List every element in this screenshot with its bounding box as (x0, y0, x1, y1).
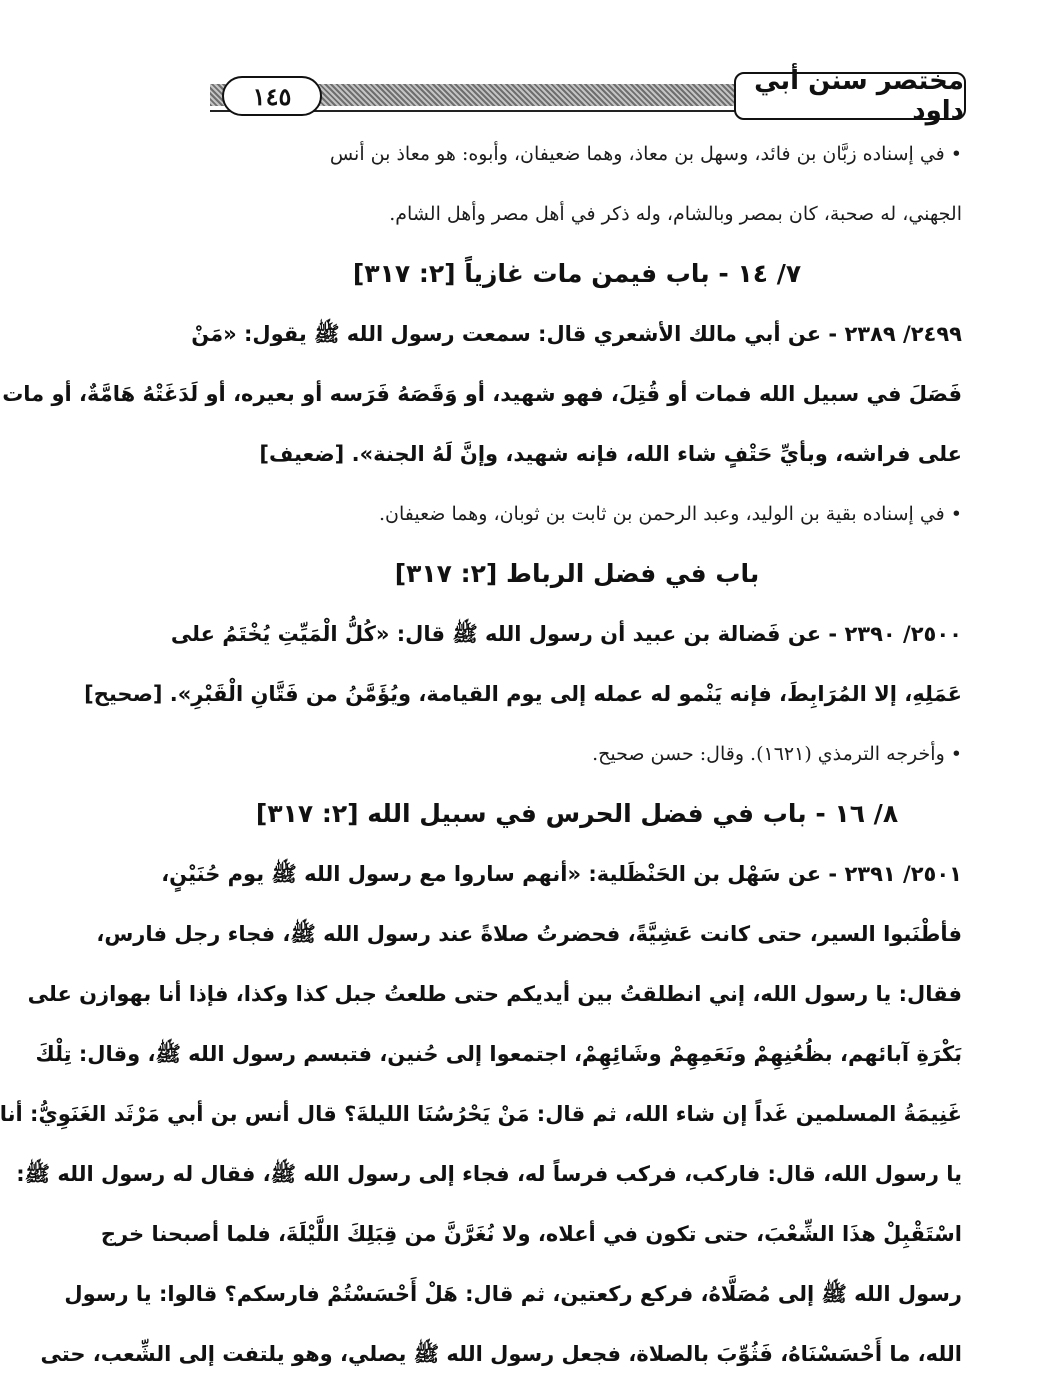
footnote-line: الجهني، له صحبة، كان بمصر وبالشام، وله ذكر في أهل مصر وأهل الشام. (389, 203, 962, 225)
chapter-heading: ٧/ ١٤ - باب فيمن مات غازياً [٢: ٣١٧] (352, 259, 802, 288)
footnote-line: • في إسناده بقية بن الوليد، وعبد الرحمن بن ثابت بن ثوبان، وهما ضعيفان. (378, 503, 962, 525)
page-body (0, 126, 962, 1386)
hadith-line: فَصَلَ في سبيل الله فمات أو قُتِلَ، فهو شهيد، أو وَقَصَهُ فَرَسه أو بعيره، أو لَدَغَتْهُ هَامَّةٌ، أو مات (2, 382, 962, 406)
hadith-line: على فراشه، وبأيِّ حَتْفٍ شاء الله، فإنه شهيد، وإنَّ لَهُ الجنة». [ضعيف] (259, 442, 962, 466)
hadith-line: يا رسول الله، قال: فاركب، فركب فرساً له، فجاء إلى رسول الله ﷺ، فقال له رسول الله ﷺ: (16, 1162, 962, 1186)
hadith-line: ٢٤٩٩/ ٢٣٨٩ - عن أبي مالك الأشعري قال: سمعت رسول الله ﷺ يقول: «مَنْ (191, 322, 962, 346)
footnote-line: • وأخرجه الترمذي (١٦٢١). وقال: حسن صحيح. (592, 743, 962, 765)
footnote-line: • في إسناده زبَّان بن فائد، وسهل بن معاذ، وهما ضعيفان، وأبوه: هو معاذ بن أنس (329, 143, 962, 165)
hadith-line: الله، ما أَحْسَسْنَاهُ، فَثُوِّبَ بالصلاة، فجعل رسول الله ﷺ يصلي، وهو يلتفت إلى الشِّعب، حتى (40, 1342, 962, 1366)
hadith-line: فأطْنَبوا السير، حتى كانت عَشِيَّةً، فحضرتُ صلاةً عند رسول الله ﷺ، فجاء رجل فارس، (96, 922, 962, 946)
hadith-line: بَكْرَةِ آبائهم، بظُعُنِهِمْ ونَعَمِهِمْ وشَائِهِمْ، اجتمعوا إلى حُنين، فتبسم رسول الله ﷺ، وقال: تِلْكَ (35, 1042, 962, 1066)
book-title: مختصر سنن أبي داود (734, 72, 966, 120)
hadith-line: فقال: يا رسول الله، إني انطلقتُ بين أيديكم حتى طلعتُ جبل كذا وكذا، فإذا أنا بهوازن على (27, 982, 962, 1006)
hadith-line: ٢٥٠٠/ ٢٣٩٠ - عن فَضالة بن عبيد أن رسول الله ﷺ قال: «كُلُّ الْمَيِّتِ يُخْتَمُ على (170, 622, 962, 646)
chapter-heading: ٨/ ١٦ - باب في فضل الحرس في سبيل الله [٢: ٣١٧] (255, 799, 899, 828)
page-number: ١٤٥ (222, 76, 322, 116)
hadith-line: اسْتَقْبِلْ هذَا الشِّعْبَ، حتى تكون في أعلاه، ولا نُغَرَّنَّ من قِبَلِكَ اللَّيْلَةَ، فلما أصبحنا خرج (100, 1222, 962, 1246)
hadith-line: غَنِيمَةُ المسلمين غَداً إن شاء الله، ثم قال: مَنْ يَحْرُسُنَا الليلةَ؟ قال أنس بن أبي مَرْثَد الغَنَوِيُّ: أنا (0, 1102, 962, 1126)
hadith-line: ٢٥٠١/ ٢٣٩١ - عن سَهْل بن الحَنْظَلية: «أنهم ساروا مع رسول الله ﷺ يوم حُنَيْنٍ، (161, 862, 962, 886)
hadith-line: عَمَلِهِ، إلا المُرَابِطَ، فإنه يَنْمو له عمله إلى يوم القيامة، ويُؤَمَّنُ من فَتَّانِ الْقَبْرِ». [صحيح] (84, 682, 962, 706)
hadith-line: رسول الله ﷺ إلى مُصَلَّاهُ، فركع ركعتين، ثم قال: هَلْ أَحْسَسْتُمْ فارسكم؟ قالوا: يا رسول (64, 1282, 962, 1306)
page-header (196, 66, 966, 126)
chapter-heading: باب في فضل الرباط [٢: ٣١٧] (394, 559, 760, 588)
